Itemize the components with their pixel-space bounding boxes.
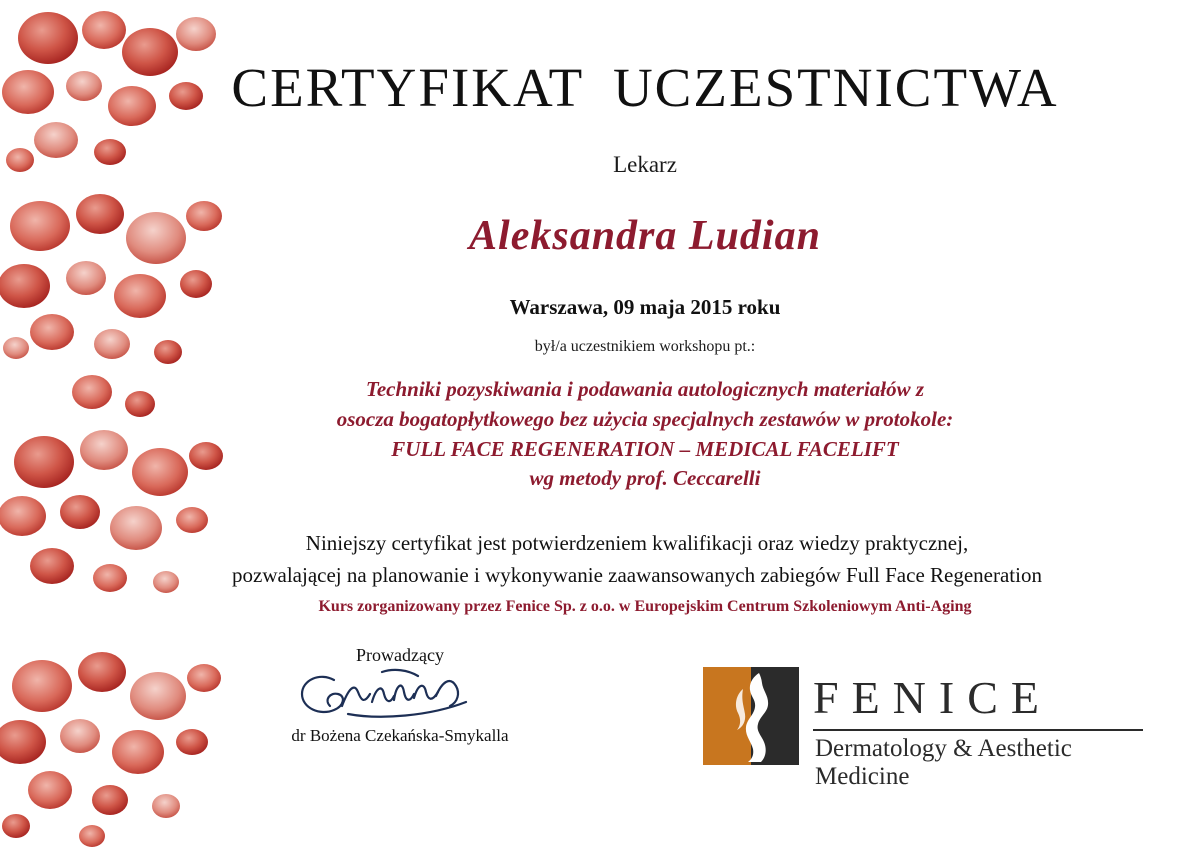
place-and-date: Warszawa, 09 maja 2015 roku: [509, 295, 781, 319]
recipient-name: Aleksandra Ludian: [469, 213, 821, 259]
signatory-name: dr Bożena Czekańska-Smykalla: [291, 726, 509, 745]
fenice-wordmark: FENICE: [813, 672, 1052, 723]
workshop-title-line: wg metody prof. Ceccarelli: [529, 466, 761, 491]
organizer-note: Kurs zorganizowany przez Fenice Sp. z o.o. w Europejskim Centrum Szkoleniowym Anti-Aging: [318, 598, 972, 615]
statement-line: Niniejszy certyfikat jest potwierdzeniem kwalifikacji oraz wiedzy praktycznej,: [305, 531, 969, 555]
signature-label: Prowadzący: [356, 645, 444, 665]
recipient-role: Lekarz: [613, 152, 677, 177]
fenice-figure-icon: [703, 667, 799, 765]
logo-divider: [813, 729, 1143, 731]
workshop-title: [205, 375, 1085, 494]
page-title: CERTYFIKAT UCZESTNICTWA: [231, 57, 1059, 118]
participation-subline: był/a uczestnikiem workshopu pt.:: [534, 338, 756, 355]
fenice-logo: [703, 665, 1153, 790]
signature-block: [235, 645, 565, 746]
statement-line: pozwalającej na planowanie i wykonywanie zaawansowanych zabiegów Full Face Regeneration: [232, 562, 1042, 587]
fenice-tagline: Dermatology & Aesthetic Medicine: [815, 735, 1072, 790]
certificate-statement: [187, 528, 1087, 591]
certificate-content: [205, 0, 1200, 849]
workshop-title-line: Techniki pozyskiwania i podawania autologicznych materiałów z: [365, 377, 925, 401]
workshop-title-line: FULL FACE REGENERATION – MEDICAL FACELIFT: [391, 436, 899, 461]
blood-cells-illustration: [0, 0, 236, 849]
handwritten-signature-icon: [235, 666, 565, 726]
workshop-title-line: osocza bogatopłytkowego bez użycia specjalnych zestawów w protokole:: [336, 406, 954, 431]
